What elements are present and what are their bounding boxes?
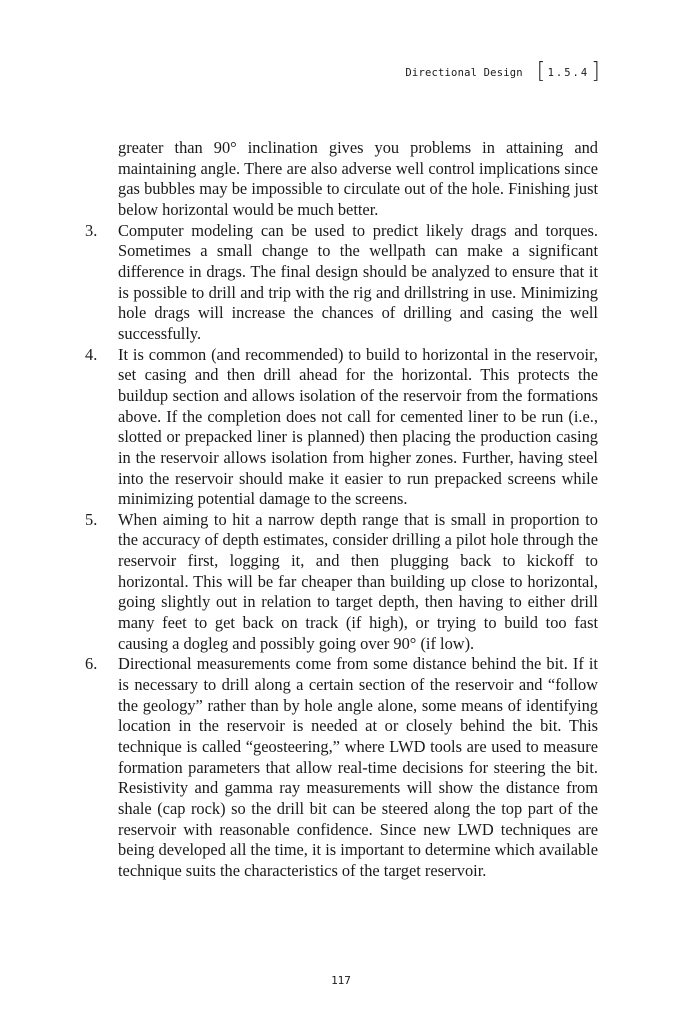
list-item-text: It is common (and recommended) to build to horizontal in the reservoir, set casing and then drill ahead for the horizontal. This protects the buildup section and allows isolation of the reservoir from the formations above. If the completion does not call for cemented liner to be run (i.e., slotted or prepacked liner is planned) then placing the production casing in the reservoir allows isolation from higher zones. Further, having steel into the reservoir should make it easier to run prepacked screens while minimizing potential damage to the screens. (118, 344, 598, 509)
list-item-text: When aiming to hit a narrow depth range that is small in proportion to the accuracy of depth estimates, consider drilling a pilot hole through the reservoir first, logging it, and then plugging back to kickoff to horizontal. This will be far cheaper than building up close to horizontal, going slightly out in relation to target depth, then having to either drill many feet to get back on track (if high), or trying to build too fast causing a dogleg and possibly going over 90° (if low). (118, 509, 598, 653)
list-item-number: 3. (85, 220, 98, 240)
section-title: Directional Design (405, 67, 523, 79)
list-item-number: 4. (85, 344, 98, 364)
section-bracket-open: [ (536, 59, 546, 84)
list-item-number: 6. (85, 654, 98, 674)
section-bracket-close: ] (591, 59, 600, 84)
list-item-text: Directional measurements come from some distance behind the bit. If it is necessary to drill along a certain section of the reservoir and “follow the geology” rather than by hole angle alone, some means of identifying location in the reservoir is needed at or closely behind the bit. This technique is called “geosteering,” where LWD tools are used to measure formation parameters that allow real-time decisions for steering the bit. Resistivity and gamma ray measurements will show the distance from shale (cap rock) so the drill bit can be steered along the top part of the reservoir with reasonable confidence. Since new LWD techniques are being developed all the time, it is important to determine which available technique suits the characteristics of the target reservoir. (118, 654, 598, 880)
list-item-number: 5. (85, 509, 98, 529)
list-item (85, 221, 598, 345)
list-item (85, 654, 598, 881)
running-head (405, 59, 600, 84)
continuation-paragraph: greater than 90° inclination gives you problems in attaining and maintaining angle. There are also adverse well control implications since gas bubbles may be impossible to circulate out of the hole. Finishing just below horizontal would be much better. (118, 138, 598, 219)
section-number: 1.5.4 (547, 67, 590, 79)
list-item-text: Computer modeling can be used to predict likely drags and torques. Sometimes a small change to the wellpath can make a significant difference in drags. The final design should be analyzed to ensure that it is possible to drill and trip with the rig and drillstring in use. Minimizing hole drags will increase the chances of drilling and casing the well successfully. (118, 220, 598, 343)
list-item (85, 510, 598, 655)
body-text (85, 138, 598, 882)
list-item (85, 345, 598, 510)
page-number: 117 (331, 974, 351, 987)
